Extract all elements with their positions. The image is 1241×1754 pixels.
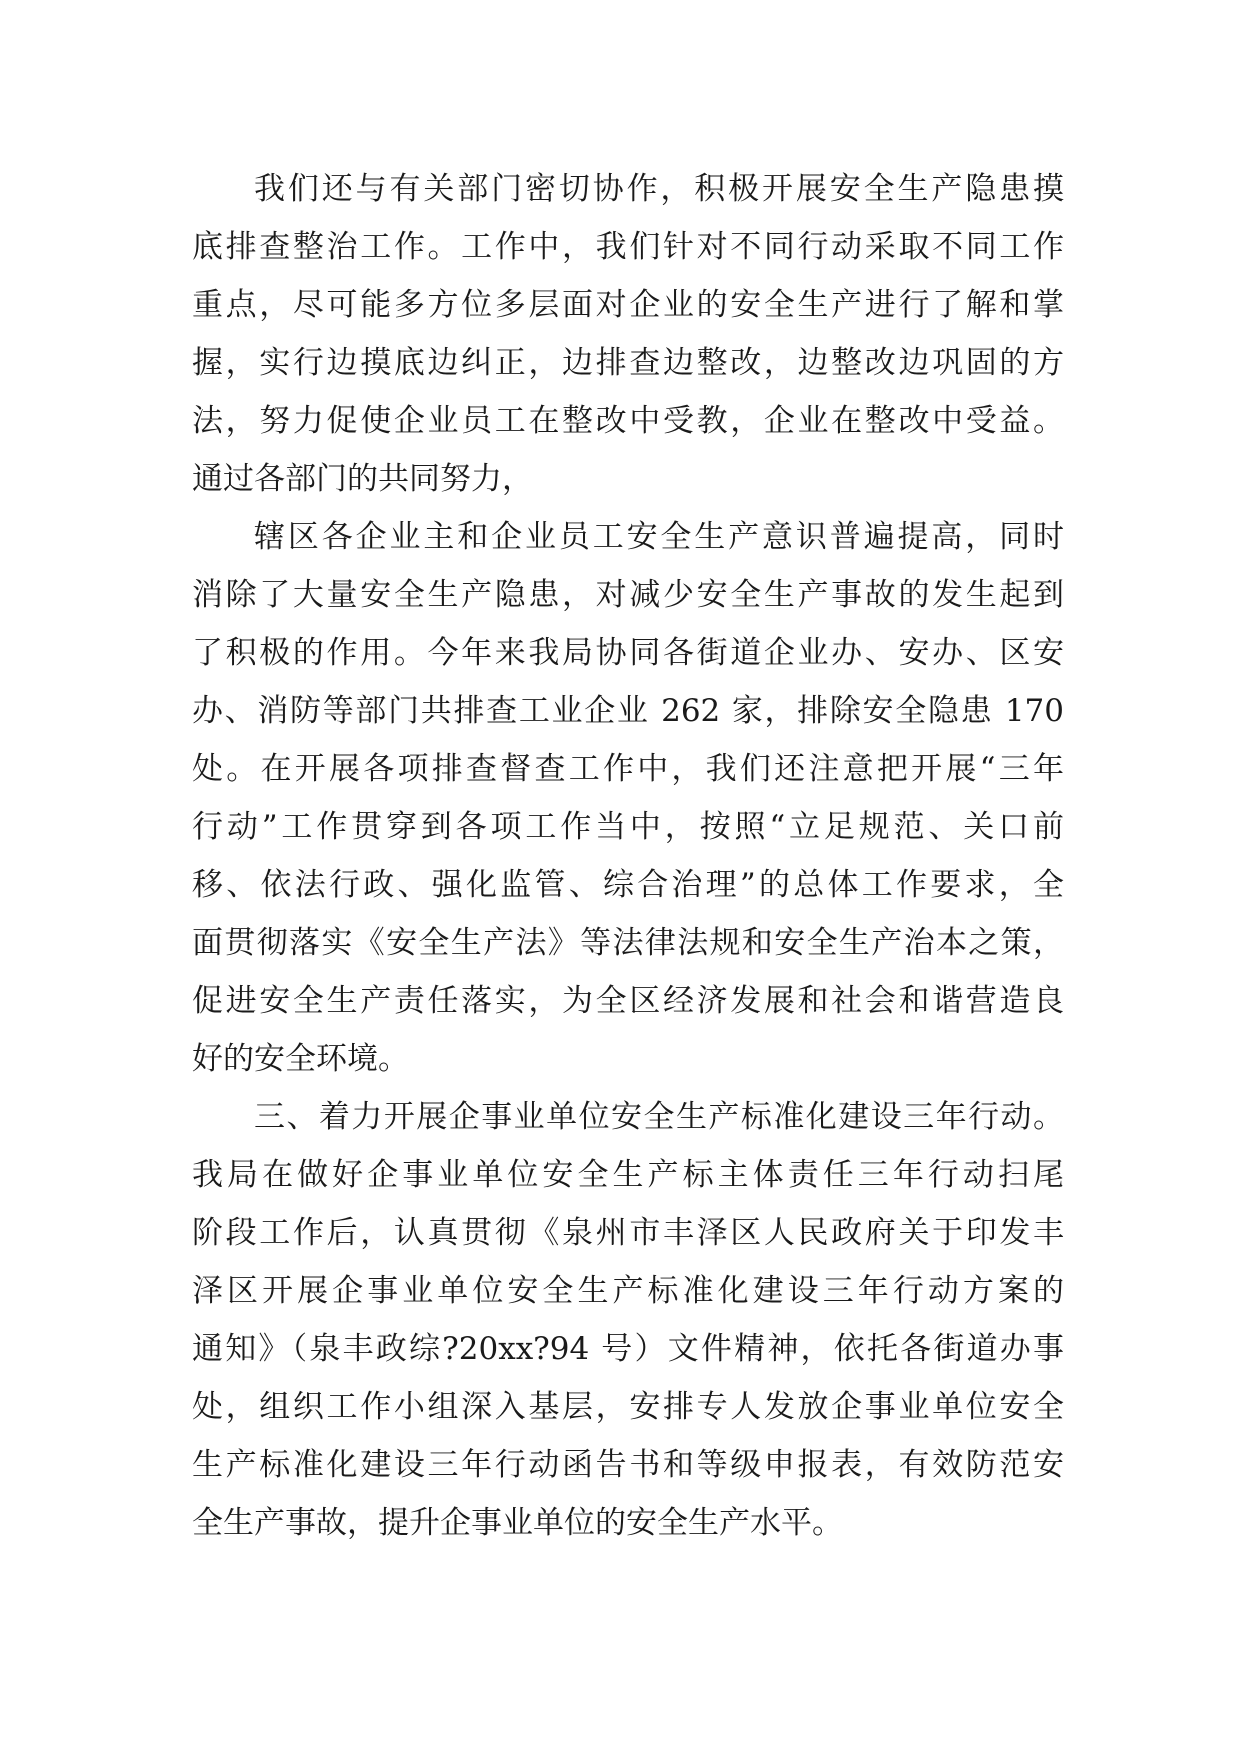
text-line: 握，实行边摸底边纠正，边排查边整改，边整改边巩固的方 [192, 345, 1064, 381]
section-heading-line: 三、着力开展企事业单位安全生产标准化建设三年行动。 [254, 1099, 1064, 1135]
text-line: 我们还与有关部门密切协作，积极开展安全生产隐患摸 [254, 171, 1064, 207]
text-line: 底排查整治工作。工作中，我们针对不同行动采取不同工作 [192, 229, 1064, 265]
text-line: 重点，尽可能多方位多层面对企业的安全生产进行了解和掌 [192, 287, 1064, 323]
text-line: 办、消防等部门共排查工业企业 262 家，排除安全隐患 170 [192, 693, 1064, 729]
text-line: 面贯彻落实《安全生产法》等法律法规和安全生产治本之策， [192, 925, 1064, 961]
text-line: 了积极的作用。今年来我局协同各街道企业办、安办、区安 [192, 635, 1064, 671]
text-line: 辖区各企业主和企业员工安全生产意识普遍提高，同时 [254, 519, 1064, 555]
text-line: 好的安全环境。 [192, 1041, 409, 1077]
text-line: 通知》（泉丰政综?20xx?94 号）文件精神，依托各街道办事 [192, 1331, 1064, 1367]
text-line: 全生产事故，提升企事业单位的安全生产水平。 [192, 1505, 843, 1541]
text-line: 移、依法行政、强化监管、综合治理”的总体工作要求，全 [192, 867, 1064, 903]
text-line: 行动”工作贯穿到各项工作当中，按照“立足规范、关口前 [192, 809, 1064, 845]
paragraph-standardization-section [192, 1088, 1064, 1552]
document-body [192, 160, 1064, 1552]
text-line: 处。在开展各项排查督查工作中，我们还注意把开展“三年 [192, 751, 1064, 787]
text-line: 我局在做好企事业单位安全生产标主体责任三年行动扫尾 [192, 1157, 1064, 1193]
text-line: 通过各部门的共同努力， [192, 461, 533, 497]
paragraph-safety-inspection [192, 160, 1064, 508]
text-line: 消除了大量安全生产隐患，对减少安全生产事故的发生起到 [192, 577, 1064, 613]
paragraph-district-results [192, 508, 1064, 1088]
text-line: 生产标准化建设三年行动函告书和等级申报表，有效防范安 [192, 1447, 1064, 1483]
text-line: 促进安全生产责任落实，为全区经济发展和社会和谐营造良 [192, 983, 1064, 1019]
text-line: 泽区开展企事业单位安全生产标准化建设三年行动方案的 [192, 1273, 1064, 1309]
text-line: 阶段工作后，认真贯彻《泉州市丰泽区人民政府关于印发丰 [192, 1215, 1064, 1251]
text-line: 法，努力促使企业员工在整改中受教，企业在整改中受益。 [192, 403, 1064, 439]
text-line: 处，组织工作小组深入基层，安排专人发放企事业单位安全 [192, 1389, 1064, 1425]
